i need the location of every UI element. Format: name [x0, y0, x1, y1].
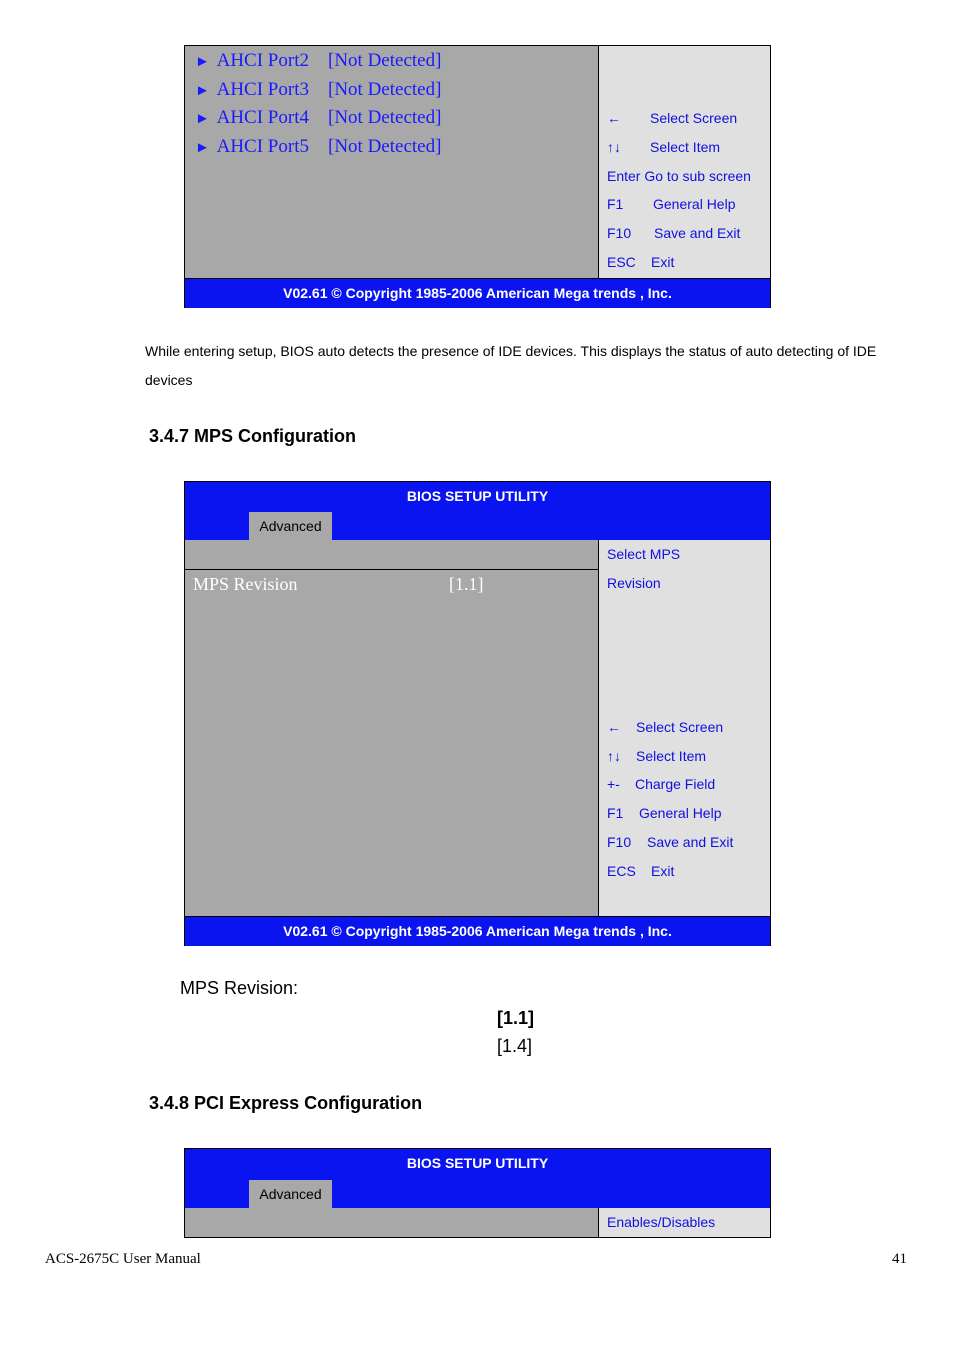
help-desc: Exit: [651, 254, 675, 270]
pane-divider: [185, 569, 598, 570]
section-heading-mps: 3.4.7 MPS Configuration: [149, 426, 357, 446]
bios-main-pane: [185, 1208, 598, 1237]
help-key: ECS: [607, 863, 636, 879]
bios-main-pane: [185, 540, 598, 916]
help-desc: General Help: [653, 196, 736, 212]
bios-item-value: [1.1]: [449, 574, 484, 594]
help-esc: [607, 254, 675, 270]
help-desc: Select Item: [636, 748, 707, 764]
help-desc: Exit: [651, 863, 675, 879]
help-desc: Select Screen: [636, 719, 724, 735]
help-description-line2: Revision: [607, 575, 661, 591]
help-key: F10: [607, 225, 632, 241]
submenu-arrow-icon: ►: [195, 140, 210, 156]
bios-title-bar: [185, 482, 770, 540]
help-desc: Go to sub screen: [644, 168, 751, 184]
bios-screen-pci-express: [184, 1148, 771, 1238]
up-down-arrow-icon: ↑↓: [607, 139, 621, 155]
submenu-arrow-icon: ►: [195, 83, 210, 99]
bios-item-ahci-port2[interactable]: [195, 50, 442, 72]
help-select-screen: [607, 110, 738, 126]
page-number: 41: [892, 1251, 907, 1267]
bios-copyright-footer: V02.61 © Copyright 1985-2006 American Mega trends , Inc.: [185, 278, 770, 308]
bios-item-label: AHCI Port3: [216, 79, 309, 100]
bios-screen-ahci: [184, 45, 771, 308]
help-key: Enter: [607, 168, 641, 184]
help-enter: [607, 168, 751, 184]
help-key: ESC: [607, 254, 636, 270]
bios-item-label: AHCI Port2: [216, 50, 309, 71]
bios-copyright-footer: V02.61 © Copyright 1985-2006 American Mega trends , Inc.: [185, 916, 770, 946]
help-desc: Save and Exit: [654, 225, 741, 241]
help-exit: [607, 863, 675, 879]
bios-item-ahci-port4[interactable]: [195, 107, 442, 129]
body-paragraph: While entering setup, BIOS auto detects the presence of IDE devices. This displays the status of auto detecting of IDE devices: [145, 343, 877, 388]
bios-item-value: [Not Detected]: [328, 107, 442, 128]
bios-title-bar: [185, 1149, 770, 1208]
help-key: +-: [607, 776, 620, 792]
help-change-field: [607, 776, 716, 792]
bios-main-pane: [185, 46, 598, 278]
help-description-line1: Enables/Disables: [607, 1214, 716, 1230]
tab-advanced[interactable]: Advanced: [249, 1180, 332, 1208]
bios-help-pane: [598, 540, 770, 916]
bios-item-ahci-port5[interactable]: [195, 136, 442, 158]
mps-revision-label: MPS Revision:: [180, 978, 299, 998]
help-f10: [607, 225, 741, 241]
submenu-arrow-icon: ►: [195, 111, 210, 127]
help-desc: Save and Exit: [647, 834, 734, 850]
bios-title: BIOS SETUP UTILITY: [406, 1155, 549, 1171]
bios-screen-mps: [184, 481, 771, 946]
bios-help-pane: [598, 46, 770, 278]
help-desc: Select Item: [650, 139, 721, 155]
submenu-arrow-icon: ►: [195, 54, 210, 70]
bios-item-label: AHCI Port4: [216, 107, 309, 128]
bios-item-value: [Not Detected]: [328, 50, 442, 71]
help-key: F1: [607, 196, 624, 212]
help-desc: General Help: [639, 805, 722, 821]
help-select-item: [607, 748, 707, 764]
section-heading-pci-express: 3.4.8 PCI Express Configuration: [149, 1093, 423, 1113]
mps-option-default: [1.1]: [497, 1008, 535, 1028]
bios-item-ahci-port3[interactable]: [195, 79, 442, 101]
up-down-arrow-icon: ↑↓: [607, 748, 621, 764]
help-select-screen: [607, 719, 724, 735]
bios-help-pane: [598, 1208, 770, 1237]
left-arrow-icon: ←: [607, 719, 621, 735]
help-key: F1: [607, 805, 624, 821]
help-desc: Charge Field: [635, 776, 716, 792]
bios-item-label: MPS Revision: [193, 574, 298, 594]
bios-item-label: AHCI Port5: [216, 136, 309, 157]
help-desc: Select Screen: [650, 110, 738, 126]
help-f1: [607, 805, 722, 821]
bios-item-value: [Not Detected]: [328, 79, 442, 100]
bios-item-value: [Not Detected]: [328, 136, 442, 157]
help-description-line1: Select MPS: [607, 546, 681, 562]
bios-title: BIOS SETUP UTILITY: [406, 488, 549, 504]
left-arrow-icon: ←: [607, 110, 621, 126]
help-f10: [607, 834, 734, 850]
tab-advanced[interactable]: Advanced: [249, 512, 332, 540]
mps-option-alt: [1.4]: [497, 1036, 533, 1056]
help-select-item: [607, 139, 721, 155]
page-footer-title: ACS-2675C User Manual: [45, 1251, 201, 1267]
help-key: F10: [607, 834, 632, 850]
help-f1: [607, 196, 736, 212]
bios-item-mps-revision[interactable]: [193, 574, 484, 595]
